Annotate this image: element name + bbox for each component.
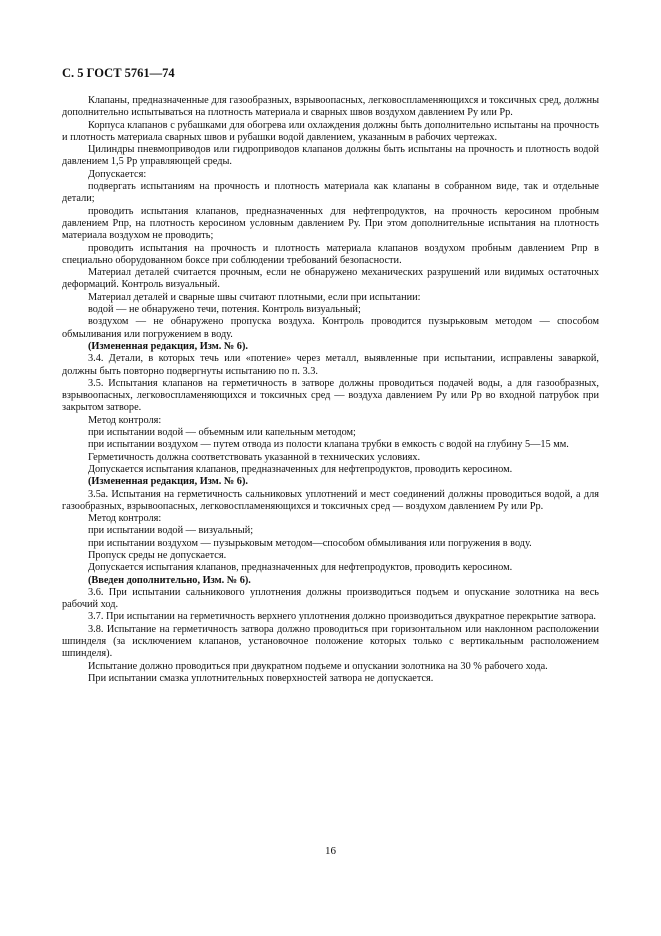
paragraph: 3.5. Испытания клапанов на герметичность в затворе должны проводиться подачей воды, а для газообразных, взрывоопасных, легковоспламеняющихся и токсичных сред — воздуха давлением Pу или Pр во входной патрубок при закрытом затворе. <box>62 377 599 414</box>
document-body <box>62 95 599 685</box>
paragraph: 3.8. Испытание на герметичность затвора должно проводиться при горизонтальном или наклонном расположении шпинделя (за исключением клапанов, установочное положение которых только с вертикальным расположением шпинделя). <box>62 623 599 660</box>
paragraph: проводить испытания клапанов, предназначенных для нефтепродуктов, на прочность керосином пробным давлением Pпр, на плотность керосином условным давлением Pу. При этом дополнительные испытания на плотность материала воздухом не проводить; <box>62 205 599 242</box>
paragraph: Допускается испытания клапанов, предназначенных для нефтепродуктов, проводить керосином. <box>88 562 513 574</box>
paragraph: Допускается испытания клапанов, предназначенных для нефтепродуктов, проводить керосином. <box>88 463 513 475</box>
paragraph: водой — не обнаружено течи, потения. Контроль визуальный; <box>88 304 361 316</box>
paragraph: Метод контроля: <box>88 513 162 525</box>
paragraph: Герметичность должна соответствовать указанной в технических условиях. <box>88 451 421 463</box>
paragraph: Метод контроля: <box>88 414 162 426</box>
paragraph: 3.7. При испытании на герметичность верхнего уплотнения должно производиться двукратное перекрытие затвора. <box>88 611 596 623</box>
page-number: 16 <box>325 845 336 857</box>
amendment-note: (Измененная редакция, Изм. № 6). <box>88 340 248 352</box>
amendment-note: (Измененная редакция, Изм. № 6). <box>88 476 248 488</box>
paragraph: 3.4. Детали, в которых течь или «потение» через металл, выявленные при испытании, исправлены заваркой, должны быть повторно подвергнуты испытанию по п. 3.3. <box>62 353 599 377</box>
paragraph: Клапаны, предназначенные для газообразных, взрывоопасных, легковоспламеняющихся и токсичных сред, должны дополнительно испытываться на плотность материала и сварных швов воздухом давлением Pу или Pр. <box>62 95 599 119</box>
paragraph: 3.6. При испытании сальникового уплотнения должны производиться подъем и опускание золотника на весь рабочий ход. <box>62 586 599 611</box>
paragraph: подвергать испытаниям на прочность и плотность материала как клапаны в собранном виде, так и отдельные детали; <box>62 181 599 205</box>
paragraph: Материал деталей считается прочным, если не обнаружено механических разрушений или видимых остаточных деформаций. Контроль визуальный. <box>62 267 599 291</box>
paragraph: 3.5а. Испытания на герметичность сальниковых уплотнений и мест соединений должны проводиться водой, а для газообразных, взрывоопасных, легковоспламеняющихся и токсичных сред — воздухом давлением Pу или Pр. <box>62 488 599 512</box>
paragraph: Испытание должно проводиться при двукратном подъеме и опускании золотника на 30 % рабочего хода. <box>88 660 548 672</box>
amendment-note: (Введен дополнительно, Изм. № 6). <box>88 574 251 586</box>
paragraph: Пропуск среды не допускается. <box>88 549 227 561</box>
paragraph: Материал деталей и сварные швы считают плотными, если при испытании: <box>88 291 421 303</box>
paragraph: воздухом — не обнаружено пропуска воздуха. Контроль проводится пузырьковым методом — способом обмыливания или погружением в воду. <box>62 316 599 340</box>
paragraph: при испытании водой — объемным или капельным методом; <box>88 427 356 439</box>
paragraph: при испытании водой — визуальный; <box>88 525 254 537</box>
paragraph: при испытании воздухом — путем отвода из полости клапана трубки в емкость с водой на глубину 5—15 мм. <box>88 439 569 451</box>
paragraph: При испытании смазка уплотнительных поверхностей затвора не допускается. <box>88 672 434 684</box>
paragraph: Допускается: <box>88 168 147 180</box>
page-header: С. 5 ГОСТ 5761—74 <box>62 66 175 80</box>
paragraph: при испытании воздухом — пузырьковым методом—способом обмыливания или погружения в воду. <box>88 537 532 549</box>
paragraph: Корпуса клапанов с рубашками для обогрева или охлаждения должны быть дополнительно испытаны на прочность и плотность материала сварных швов и рубашки водой давлением, указанным в рабочих чертежах. <box>62 119 599 143</box>
paragraph: Цилиндры пневмоприводов или гидроприводов клапанов должны быть испытаны на прочность и плотность водой давлением 1,5 Pр управляющей среды. <box>62 144 599 168</box>
paragraph: проводить испытания на прочность и плотность материала клапанов воздухом пробным давлением Pпр в специально оборудованном боксе при соблюдении требований безопасности. <box>62 242 599 266</box>
